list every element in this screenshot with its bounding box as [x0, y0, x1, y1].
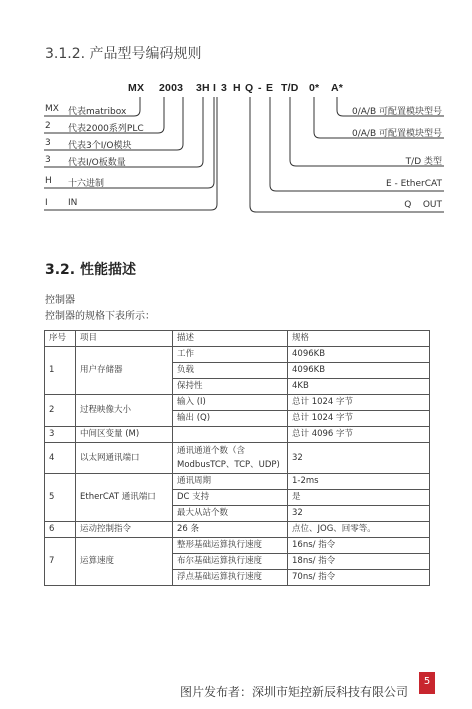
- header-item: 项目: [76, 331, 173, 347]
- table-row: [45, 395, 430, 411]
- code-part-dash: -: [258, 82, 262, 94]
- code-part-3: 3: [221, 82, 228, 94]
- label-desc-in: IN: [68, 198, 78, 208]
- label-td-type: T/D 类型: [405, 157, 442, 167]
- code-part-0: 0*: [309, 82, 320, 94]
- label-module-type-a: 0/A/B 可配置模块型号: [352, 107, 442, 117]
- cell-desc: 浮点基础运算执行速度: [173, 570, 288, 586]
- code-part-e: E: [266, 82, 274, 94]
- cell-desc: DC 支持: [173, 490, 288, 506]
- cell-desc: [173, 427, 288, 443]
- section-subtitle-controller: 控制器: [45, 295, 75, 306]
- cell-desc: 26 条: [173, 522, 288, 538]
- table-header-row: [45, 331, 430, 347]
- label-key-2: 2: [45, 121, 51, 131]
- cell-spec: 总计 1024 字节: [288, 395, 430, 411]
- code-part-h: H: [233, 82, 241, 94]
- cell-spec: 4096KB: [288, 363, 430, 379]
- cell-item: 中间区变量 (M): [76, 427, 173, 443]
- cell-desc: 通讯通道个数（含 ModbusTCP、TCP、UDP): [173, 443, 288, 474]
- cell-spec: 32: [288, 506, 430, 522]
- cell-spec: 点位、JOG、回零等。: [288, 522, 430, 538]
- label-key-3b: 3: [45, 155, 51, 165]
- code-part-3h: 3H: [196, 82, 210, 94]
- cell-item: 运算速度: [76, 538, 173, 586]
- code-part-mx: MX: [128, 82, 145, 94]
- spec-table: [44, 330, 430, 586]
- cell-spec: 16ns/ 指令: [288, 538, 430, 554]
- table-row: [45, 347, 430, 363]
- label-desc-2000: 代表2000系列PLC: [68, 124, 144, 134]
- label-desc-board-count: 代表I/O板数量: [68, 158, 126, 168]
- table-row: [45, 443, 430, 474]
- cell-item: 过程映像大小: [76, 395, 173, 427]
- code-part-a: A*: [331, 82, 344, 94]
- cell-desc: 输入 (I): [173, 395, 288, 411]
- header-desc: 描述: [173, 331, 288, 347]
- cell-no: 4: [45, 443, 76, 474]
- cell-no: 3: [45, 427, 76, 443]
- code-part-td: T/D: [281, 82, 299, 94]
- page-number-badge: 5: [419, 672, 435, 694]
- section-title-performance: 3.2. 性能描述: [45, 262, 136, 278]
- cell-no: 5: [45, 474, 76, 522]
- label-key-3a: 3: [45, 138, 51, 148]
- cell-desc: 负载: [173, 363, 288, 379]
- cell-spec: 70ns/ 指令: [288, 570, 430, 586]
- label-desc-3-modules: 代表3个I/O模块: [68, 141, 132, 151]
- cell-item: 以太网通讯端口: [76, 443, 173, 474]
- code-part-2003: 2003: [159, 82, 184, 94]
- label-key-h: H: [45, 176, 52, 186]
- label-q-out: Q OUT: [404, 200, 442, 210]
- cell-spec: 1-2ms: [288, 474, 430, 490]
- label-ethercat: E - EtherCAT: [385, 179, 442, 189]
- label-desc-hex: 十六进制: [68, 179, 105, 189]
- cell-desc: 输出 (Q): [173, 411, 288, 427]
- cell-desc: 保持性: [173, 379, 288, 395]
- header-spec: 规格: [288, 331, 430, 347]
- cell-desc: 工作: [173, 347, 288, 363]
- cell-spec: 总计 1024 字节: [288, 411, 430, 427]
- code-part-i: I: [213, 82, 217, 94]
- table-row: [45, 474, 430, 490]
- cell-spec: 是: [288, 490, 430, 506]
- cell-no: 6: [45, 522, 76, 538]
- cell-spec: 4096KB: [288, 347, 430, 363]
- table-row: [45, 538, 430, 554]
- section-title-coding-rule: 3.1.2. 产品型号编码规则: [45, 46, 202, 62]
- cell-spec: 18ns/ 指令: [288, 554, 430, 570]
- cell-item: 运动控制指令: [76, 522, 173, 538]
- cell-desc: 整形基础运算执行速度: [173, 538, 288, 554]
- label-module-type-0: 0/A/B 可配置模块型号: [352, 129, 442, 139]
- cell-item: 用户存储器: [76, 347, 173, 395]
- cell-desc: 布尔基础运算执行速度: [173, 554, 288, 570]
- footer-publisher: 图片发布者：深圳市矩控新辰科技有限公司: [180, 685, 409, 699]
- cell-desc: 最大从站个数: [173, 506, 288, 522]
- cell-no: 2: [45, 395, 76, 427]
- cell-no: 7: [45, 538, 76, 586]
- label-desc-mx: 代表matribox: [68, 107, 127, 117]
- cell-desc: 通讯周期: [173, 474, 288, 490]
- cell-no: 1: [45, 347, 76, 395]
- label-key-i: I: [45, 198, 48, 208]
- cell-spec: 4KB: [288, 379, 430, 395]
- header-no: 序号: [45, 331, 76, 347]
- table-row: [45, 427, 430, 443]
- label-key-mx: MX: [45, 104, 59, 114]
- cell-item: EtherCAT 通讯端口: [76, 474, 173, 522]
- table-row: [45, 522, 430, 538]
- section-intro: 控制器的规格下表所示：: [45, 311, 155, 322]
- cell-spec: 总计 4096 字节: [288, 427, 430, 443]
- cell-spec: 32: [288, 443, 430, 474]
- code-part-q: Q: [245, 82, 254, 94]
